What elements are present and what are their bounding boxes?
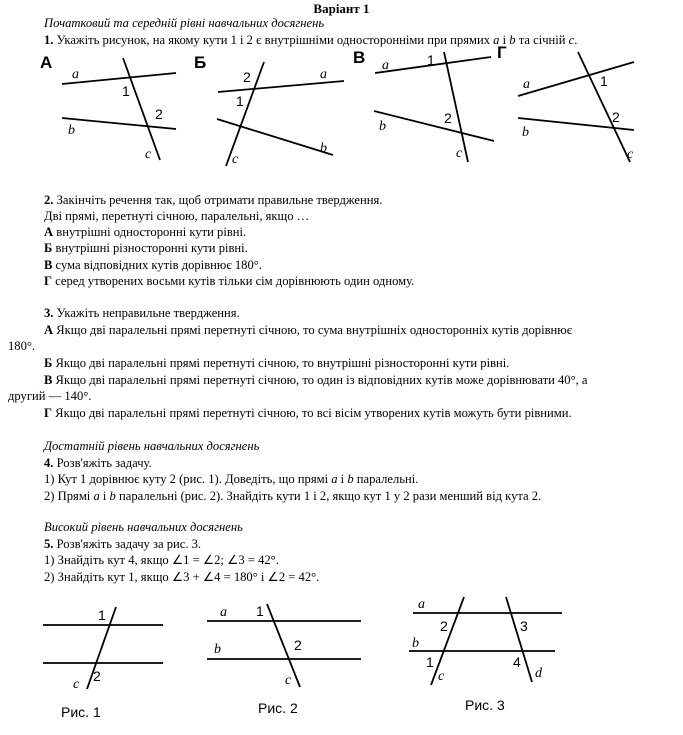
q2-option-g-letter: Г <box>44 274 53 288</box>
fig-b-label-c: c <box>232 152 239 167</box>
fig-b-label-a: a <box>320 67 327 82</box>
q2-option-v-text: сума відповідних кутів дорівнює 180°. <box>52 258 262 272</box>
pic3-angle-1: 1 <box>426 654 434 670</box>
fig-g-angle-1: 1 <box>600 73 608 89</box>
pic1-angle-1: 1 <box>98 607 106 623</box>
q4-item-1-b: і <box>337 472 348 486</box>
q2-option-a-letter: А <box>44 225 54 239</box>
q4-title: Розв'яжіть задачу. <box>53 456 152 470</box>
q2-option-a-text: внутрішні односторонні кути рівні. <box>53 225 247 239</box>
pic3-caption: Рис. 3 <box>465 697 505 713</box>
fig-v-angle-2: 2 <box>444 110 452 126</box>
q1-and: і <box>499 33 510 47</box>
q3-option-a-text: Якщо дві паралельні прямі перетнуті січною, то сума внутрішніх односторонніх кутів дорівнює <box>53 323 573 337</box>
fig-g-label-b: b <box>522 125 529 140</box>
pic2-label-b: b <box>214 642 221 657</box>
fig-a-angle-2: 2 <box>155 106 163 122</box>
level-3-heading: Високий рівень навчальних досягнень <box>44 520 243 534</box>
pic3-label-a: a <box>418 597 425 612</box>
fig-a-label-b: b <box>68 123 75 138</box>
q2-option-b-text: внутрішні різносторонні кути рівні. <box>52 241 248 255</box>
pic2-angle-2: 2 <box>294 637 302 653</box>
q1-a: a <box>493 33 500 47</box>
q2-option-b-letter: Б <box>44 241 53 255</box>
q3-option-b-letter: Б <box>44 356 53 370</box>
q2-number: 2. <box>44 193 54 207</box>
q4-item-2-var-b: b <box>109 489 116 503</box>
fig-b-angle-1: 1 <box>236 93 244 109</box>
q5-item-2: 2) Знайдіть кут 1, якщо ∠3 + ∠4 = 180° і ∠2 = 42°. <box>44 570 320 584</box>
fig-b-letter: Б <box>194 53 207 72</box>
q4-item-2-c: паралельні (рис. 2). Знайдіть кути 1 і 2, якщо кут 1 у 2 рази менший від кута 2. <box>115 489 542 503</box>
fig-v-letter: В <box>353 48 366 67</box>
q2-title: Закінчіть речення так, щоб отримати правильне твердження. <box>53 193 383 207</box>
q4-item-1-c: паралельні. <box>353 472 419 486</box>
q5-item-1: 1) Знайдіть кут 4, якщо ∠1 = ∠2; ∠3 = 42°. <box>44 553 279 567</box>
q1-text-a: Укажіть рисунок, на якому кути 1 і 2 є внутрішніми односторонніми при прямих <box>53 33 494 47</box>
q1-end: . <box>574 33 578 47</box>
fig-a-label-c: c <box>145 147 152 162</box>
q1-text-b: та січній <box>515 33 569 47</box>
pic3-label-c: c <box>438 669 445 684</box>
pic3-angle-2: 2 <box>440 618 448 634</box>
q2-stem: Дві прямі, перетнуті січною, паралельні, якщо … <box>44 209 310 223</box>
q2-option-g-text: серед утворених восьми кутів тільки сім дорівнюють один одному. <box>52 274 415 288</box>
pic2-angle-1: 1 <box>256 603 264 619</box>
fig-v-label-c: c <box>456 146 463 161</box>
variant-title: Варіант 1 <box>313 1 370 16</box>
q1-b: b <box>509 33 516 47</box>
pic1-label-c: c <box>73 677 80 692</box>
pic3-angle-3: 3 <box>520 618 528 634</box>
q3-title: Укажіть неправильне твердження. <box>53 306 240 320</box>
q2-option-v-letter: В <box>44 258 53 272</box>
fig-g-angle-2: 2 <box>612 109 620 125</box>
fig-v-label-b: b <box>379 119 386 134</box>
q3-option-g-text: Якщо дві паралельні прямі перетнуті січною, то всі вісім утворених кутів можуть бути рівними. <box>52 406 572 420</box>
q4-number: 4. <box>44 456 54 470</box>
q4-item-1-a: 1) Кут 1 дорівнює куту 2 (рис. 1). Доведіть, що прямі <box>44 472 332 486</box>
fig-a-letter: А <box>40 53 53 72</box>
q3-option-a-cont: 180°. <box>8 339 36 353</box>
fig-g-letter: Г <box>497 43 507 62</box>
pic3-label-b: b <box>412 636 419 651</box>
q3-option-g-letter: Г <box>44 406 53 420</box>
q3-number: 3. <box>44 306 54 320</box>
q3-option-a-letter: А <box>44 323 54 337</box>
pic2-label-c: c <box>285 673 292 688</box>
q4-item-2-a: 2) Прямі <box>44 489 94 503</box>
q3-option-v-cont: другий — 140°. <box>8 389 92 403</box>
pic3-transversal-c <box>431 597 464 685</box>
pic2-caption: Рис. 2 <box>258 700 298 716</box>
q1-c: c <box>568 33 575 47</box>
q3-option-b-text: Якщо дві паралельні прямі перетнуті січною, то внутрішні різносторонні кути рівні. <box>52 356 510 370</box>
fig-g-label-a: a <box>523 77 530 92</box>
level-2-heading: Достатній рівень навчальних досягнень <box>44 439 260 453</box>
q4-item-2-var-a: a <box>93 489 100 503</box>
q3-option-v-letter: В <box>44 373 53 387</box>
pic2-label-a: a <box>220 605 227 620</box>
pic3-angle-4: 4 <box>513 654 521 670</box>
q5-number: 5. <box>44 537 54 551</box>
fig-g-label-c: c <box>627 147 634 162</box>
fig-b-angle-2: 2 <box>243 69 251 85</box>
q4-item-1-var-a: a <box>331 472 338 486</box>
pic1-caption: Рис. 1 <box>61 704 101 720</box>
fig-v-label-a: a <box>382 58 389 73</box>
q3-option-v-text: Якщо дві паралельні прямі перетнуті січною, то один із відповідних кутів може дорівнювати 40°, а <box>52 373 588 387</box>
level-1-heading: Початковий та середній рівні навчальних досягнень <box>44 16 325 30</box>
fig-b-label-b: b <box>320 141 327 156</box>
q4-item-1-var-b: b <box>347 472 354 486</box>
pic3-label-d: d <box>535 666 542 681</box>
q5-title: Розв'яжіть задачу за рис. 3. <box>53 537 202 551</box>
pic1-angle-2: 2 <box>93 668 101 684</box>
fig-a-angle-1: 1 <box>122 83 130 99</box>
fig-a-label-a: a <box>72 67 79 82</box>
q4-item-2-b: і <box>99 489 110 503</box>
fig-v-angle-1: 1 <box>427 52 435 68</box>
q1-number: 1. <box>44 33 54 47</box>
